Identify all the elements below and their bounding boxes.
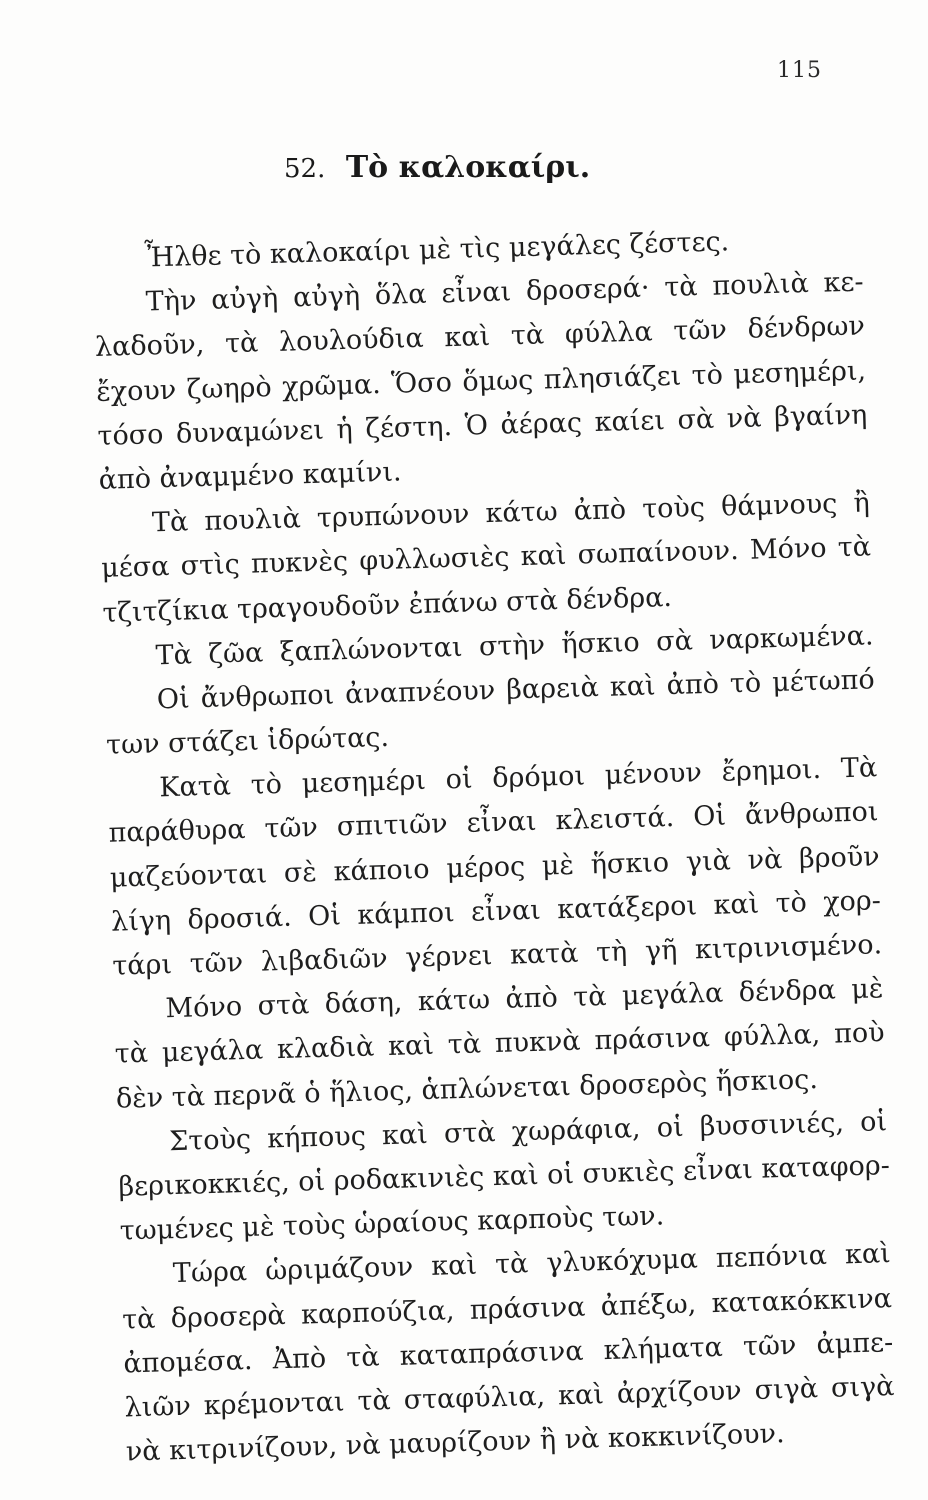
text-line: τὰ δροσερὰ καρπούζια, πράσινα ἀπέξω, κατακόκκινα xyxy=(121,1282,893,1336)
text-line: δὲν τὰ περνᾶ ὁ ἥλιος, ἁπλώνεται δροσερὸς ἥσκιος. xyxy=(115,1063,819,1115)
text-line: Τὰ ζῶα ξαπλώνονται στὴν ἥσκιο σὰ ναρκωμένα. xyxy=(155,620,874,672)
text-line: νὰ κιτρινίζουν, νὰ μαυρίζουν ἢ νὰ κοκκινίζουν. xyxy=(125,1418,785,1468)
page-number: 115 xyxy=(777,58,822,83)
text-line: ἀπὸ ἀναμμένο καμίνι. xyxy=(98,456,402,496)
text-line: Ἦλθε τὸ καλοκαίρι μὲ τὶς μεγάλες ζέστες. xyxy=(144,226,730,274)
text-line: Μόνο στὰ δάση, κάτω ἀπὸ τὰ μεγάλα δένδρα μὲ xyxy=(165,973,884,1025)
text-line: τζιτζίκια τραγουδοῦν ἐπάνω στὰ δένδρα. xyxy=(102,581,673,629)
text-line: ἀπομέσα. Ἀπὸ τὰ καταπράσινα κλήματα τῶν ἀμπε- xyxy=(123,1326,894,1380)
chapter-title: Τὸ καλοκαίρι. xyxy=(345,150,591,185)
text-line: βερικοκκιές, οἱ ροδακινιὲς καὶ οἱ συκιὲς εἶναι καταφορ- xyxy=(118,1150,891,1203)
text-line: λαδοῦν, τὰ λουλούδια καὶ τὰ φύλλα τῶν δένδρων xyxy=(94,310,866,364)
text-line: Τὴν αὐγὴ αὐγὴ ὅλα εἶναι δροσερά· τὰ πουλιὰ κε- xyxy=(145,266,864,318)
chapter-number: 52. xyxy=(284,154,326,184)
text-line: των στάζει ἱδρώτας. xyxy=(105,721,390,761)
text-line: παράθυρα τῶν σπιτιῶν εἶναι κλειστά. Οἱ ἄνθρωποι xyxy=(108,796,879,850)
chapter-heading xyxy=(284,150,590,185)
text-line: τωμένες μὲ τοὺς ὡραίους καρποὺς των. xyxy=(119,1200,665,1247)
text-line: ἔχουν ζωηρὸ χρῶμα. Ὅσο ὅμως πλησιάζει τὸ μεσημέρι, xyxy=(95,355,867,408)
text-line: τόσο δυναμώνει ἡ ζέστη. Ὁ ἀέρας καίει σὰ νὰ βγαίνη xyxy=(97,399,868,452)
text-line: μέσα στὶς πυκνὲς φυλλωσιὲς καὶ σωπαίνουν. Μόνο τὰ xyxy=(100,531,872,585)
body-text xyxy=(92,217,896,1475)
text-line: λιῶν κρέμονται τὰ σταφύλια, καὶ ἀρχίζουν σιγὰ σιγὰ xyxy=(124,1370,895,1424)
text-line: λίγη δροσιά. Οἱ κάμποι εἶναι κατάξεροι καὶ τὸ χορ- xyxy=(110,885,882,938)
text-line: Τὰ πουλιὰ τρυπώνουν κάτω ἀπὸ τοὺς θάμνους ἢ xyxy=(151,487,871,539)
text-line: Οἱ ἄνθρωποι ἀναπνέουν βαρειὰ καὶ ἀπὸ τὸ μέτωπό xyxy=(156,664,876,716)
text-line: Κατὰ τὸ μεσημέρι οἱ δρόμοι μένουν ἔρημοι. Τὰ xyxy=(158,752,878,804)
text-line: Στοὺς κήπους καὶ στὰ χωράφια, οἱ βυσσινιές, οἱ xyxy=(168,1105,888,1157)
text-line: Τώρα ὡριμάζουν καὶ τὰ γλυκόχυμα πεπόνια καὶ xyxy=(172,1238,892,1290)
text-line: τὰ μεγάλα κλαδιὰ καὶ τὰ πυκνὰ πράσινα φύλλα, ποὺ xyxy=(114,1017,885,1071)
text-line: τάρι τῶν λιβαδιῶν γέρνει κατὰ τὴ γῆ κιτρινισμένο. xyxy=(111,929,883,982)
text-line: μαζεύονται σὲ κάποιο μέρος μὲ ἥσκιο γιὰ νὰ βροῦν xyxy=(109,840,881,894)
